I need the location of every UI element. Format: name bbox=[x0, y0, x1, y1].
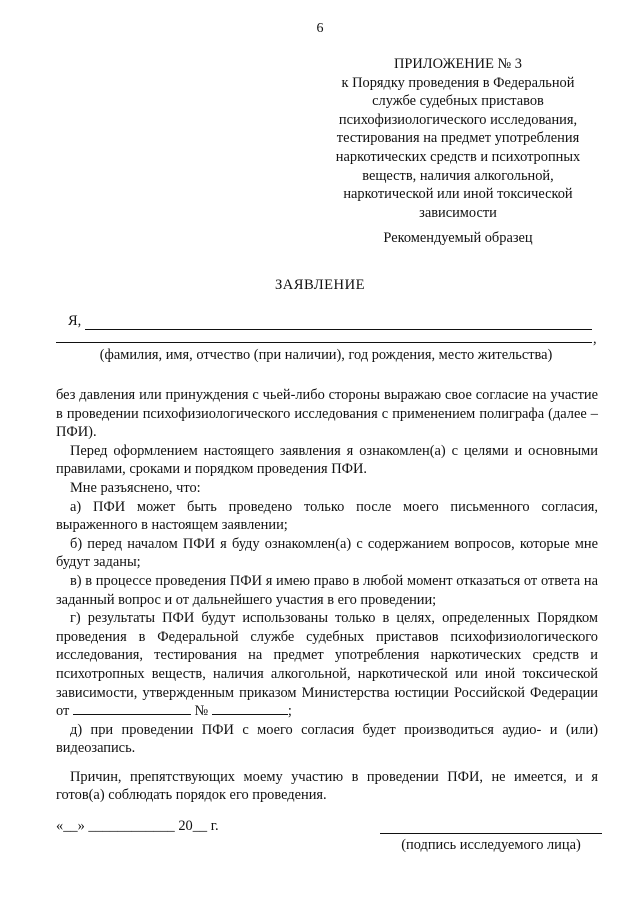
document-title: ЗАЯВЛЕНИЕ bbox=[274, 277, 366, 293]
applicant-name-line bbox=[85, 329, 592, 330]
sample-label: Рекомендуемый образец bbox=[383, 230, 533, 246]
applicant-prefix: Я, bbox=[68, 313, 82, 329]
item-g bbox=[56, 609, 598, 721]
item-g-end: ; bbox=[287, 703, 292, 720]
order-number-blank bbox=[212, 702, 288, 715]
familiarized-paragraph: Перед оформлением настоящего заявления я ознакомлен(а) с целями и основными правилами, сроками и порядком проведения ПФИ. bbox=[56, 442, 598, 478]
order-date-blank bbox=[73, 702, 191, 715]
applicant-name-row bbox=[68, 313, 592, 333]
statement-body bbox=[56, 386, 598, 805]
date-field: «__» ____________ 20__ г. bbox=[56, 818, 219, 834]
signature-caption: (подпись исследуемого лица) bbox=[401, 837, 581, 853]
applicant-trailing-comma: , bbox=[593, 331, 597, 347]
appendix-header bbox=[322, 55, 594, 222]
order-number-label: № bbox=[194, 703, 209, 720]
item-v: в) в процессе проведения ПФИ я имею право в любой момент отказаться от ответа на заданный вопрос и от дальнейшего участия в его проведении; bbox=[56, 572, 598, 608]
item-b: б) перед началом ПФИ я буду ознакомлен(а) с содержанием вопросов, которые мне будут заданы; bbox=[56, 535, 598, 571]
no-obstacles-paragraph: Причин, препятствующих моему участию в проведении ПФИ, не имеется, и я готов(а) соблюдать порядок его проведения. bbox=[56, 768, 598, 804]
appendix-title: ПРИЛОЖЕНИЕ № 3 bbox=[394, 56, 522, 72]
appendix-text: к Порядку проведения в Федеральной службе судебных приставов психофизиологического исследования, тестирования на предмет употребления наркотических средств и психотропных веществ, наличия алкогольной, наркотической или иной токсической зависимости bbox=[335, 74, 581, 221]
signature-line bbox=[380, 833, 602, 834]
page-number: 6 bbox=[316, 21, 324, 36]
consent-paragraph: без давления или принуждения с чьей-либо стороны выражаю свое согласие на участие в проведении психофизиологического исследования с применением полиграфа (далее – ПФИ). bbox=[56, 387, 598, 441]
applicant-details-line bbox=[56, 342, 592, 343]
item-a: а) ПФИ может быть проведено только после моего письменного согласия, выраженного в настоящем заявлении; bbox=[56, 498, 598, 534]
applicant-caption: (фамилия, имя, отчество (при наличии), год рождения, место жительства) bbox=[99, 347, 553, 363]
explained-intro: Мне разъяснено, что: bbox=[70, 479, 201, 496]
item-d: д) при проведении ПФИ с моего согласия будет производиться аудио- и (или) видеозапись. bbox=[56, 721, 598, 757]
item-g-text: г) результаты ПФИ будут использованы только в целях, определенных Порядком проведения в Федеральной службе судебных приставов психофизиологического исследования, тестирования на предмет употребления наркотических средств и психотропных веществ, наличия алкогольной, наркотической или иной токсической зависимости, утвержденным приказом Министерства юстиции Российской Федерации от bbox=[56, 610, 598, 720]
